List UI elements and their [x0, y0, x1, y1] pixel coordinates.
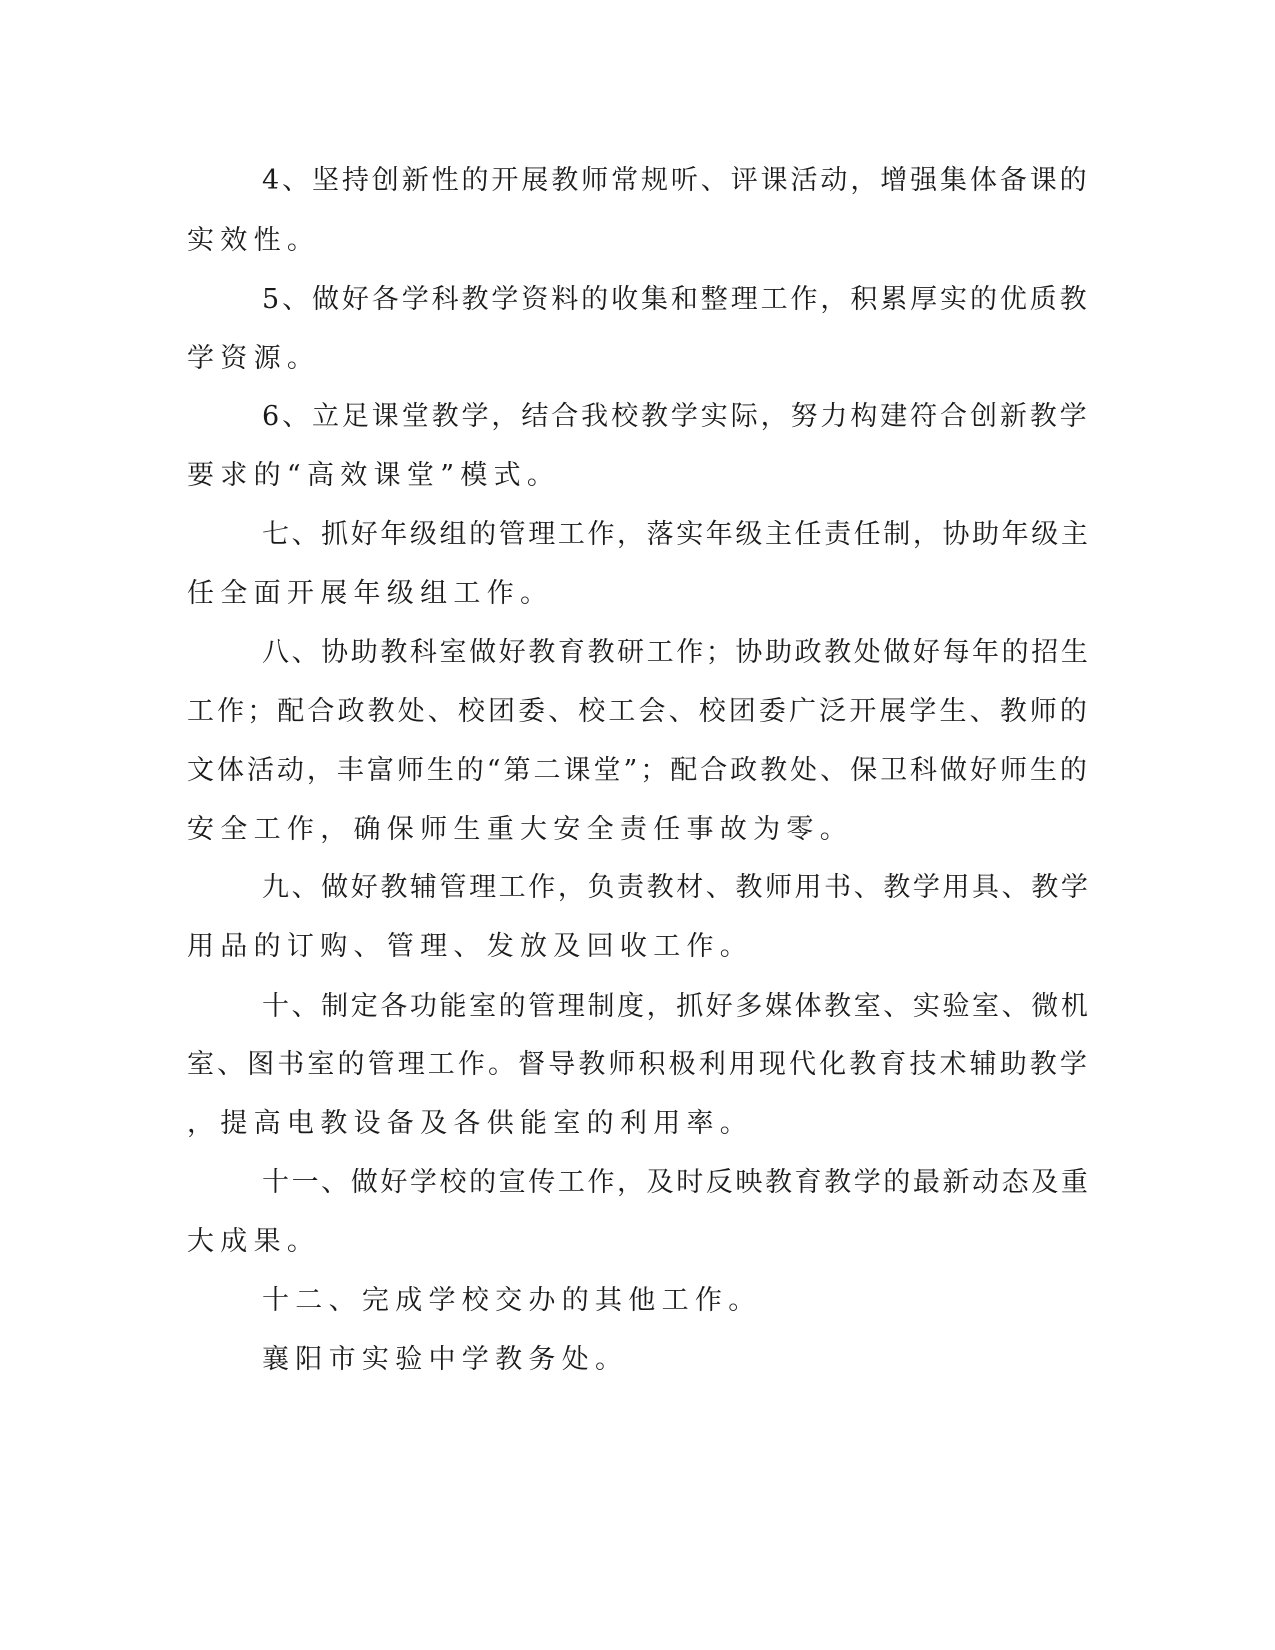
paragraph-line: 用品的订购、管理、发放及回收工作。 — [187, 931, 754, 962]
paragraph-line: 6、立足课堂教学，结合我校教学实际，努力构建符合创新教学 — [262, 401, 1090, 432]
paragraph-line: 十二、完成学校交办的其他工作。 — [262, 1285, 762, 1316]
paragraph-line: 九、做好教辅管理工作，负责教材、教师用书、教学用具、教学 — [262, 872, 1091, 903]
paragraph-line: 学资源。 — [187, 343, 321, 374]
paragraph-line: 5、做好各学科教学资料的收集和整理工作，积累厚实的优质教 — [262, 284, 1090, 315]
paragraph-line: 工作；配合政教处、校团委、校工会、校团委广泛开展学生、教师的 — [187, 696, 1090, 727]
paragraph-line: 任全面开展年级组工作。 — [187, 578, 554, 609]
paragraph-line: ，提高电教设备及各供能室的利用率。 — [187, 1108, 754, 1139]
paragraph-line: 十一、做好学校的宣传工作，及时反映教育教学的最新动态及重 — [262, 1167, 1091, 1198]
paragraph-line: 大成果。 — [187, 1226, 321, 1257]
paragraph-line: 七、抓好年级组的管理工作，落实年级主任责任制，协助年级主 — [262, 519, 1091, 550]
paragraph-line: 安全工作，确保师生重大安全责任事故为零。 — [187, 814, 853, 845]
signature-line: 襄阳市实验中学教务处。 — [262, 1344, 629, 1375]
paragraph-line: 八、协助教科室做好教育教研工作；协助政教处做好每年的招生 — [262, 637, 1091, 668]
paragraph-line: 十、制定各功能室的管理制度，抓好多媒体教室、实验室、微机 — [262, 991, 1091, 1022]
paragraph-line: 4、坚持创新性的开展教师常规听、评课活动，增强集体备课的 — [262, 165, 1090, 196]
paragraph-line: 要求的“高效课堂”模式。 — [187, 460, 561, 491]
paragraph-line: 文体活动，丰富师生的“第二课堂”；配合政教处、保卫科做好师生的 — [187, 755, 1090, 786]
paragraph-line: 实效性。 — [187, 225, 321, 256]
paragraph-line: 室、图书室的管理工作。督导教师积极利用现代化教育技术辅助教学 — [187, 1049, 1090, 1080]
